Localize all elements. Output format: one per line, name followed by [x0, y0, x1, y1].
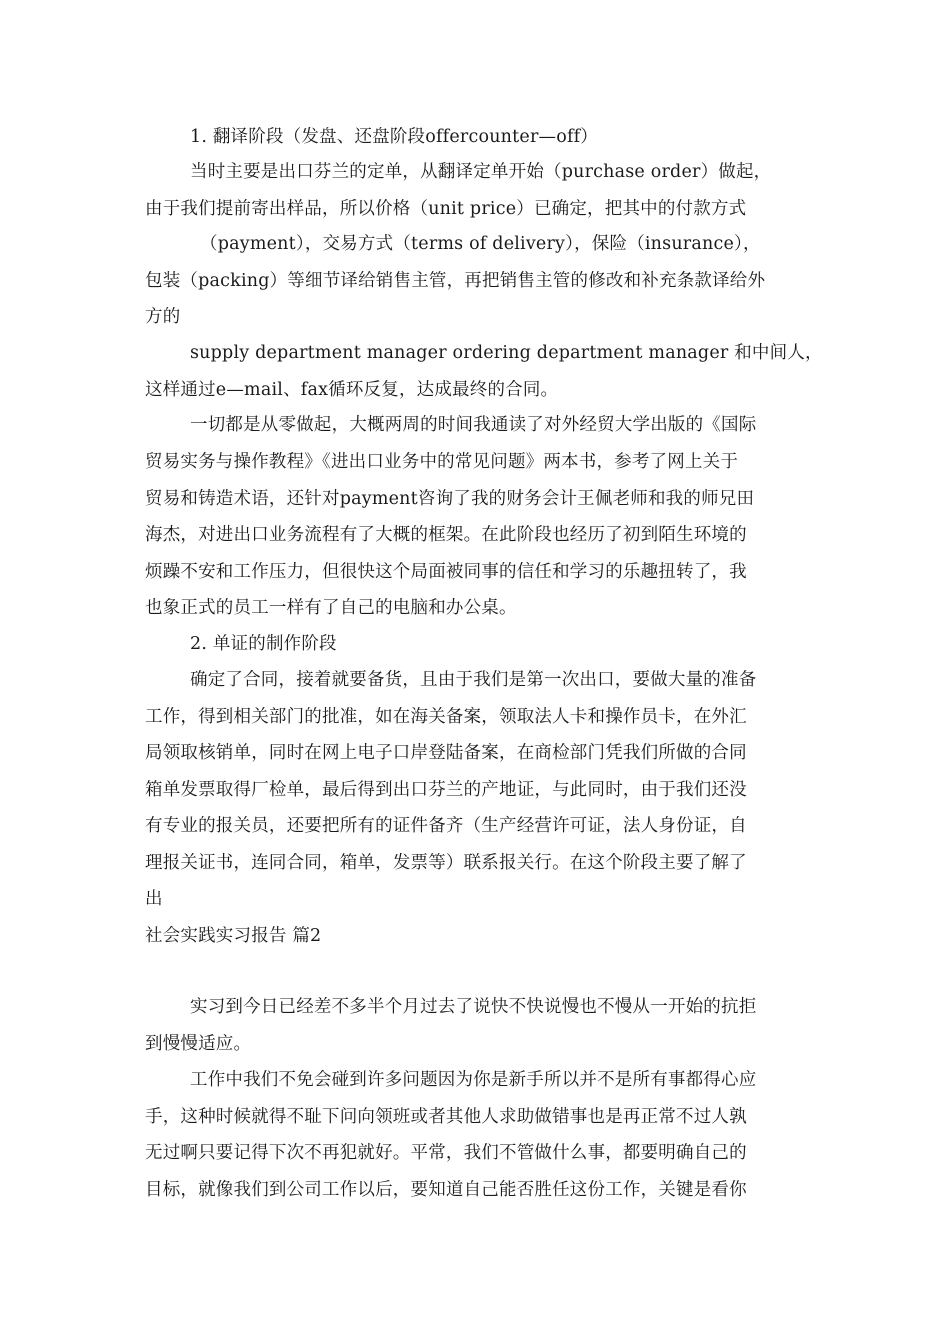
paragraph-line: 烦躁不安和工作压力，但很快这个局面被同事的信任和学习的乐趣扭转了，我	[145, 562, 747, 582]
paragraph-line: 由于我们提前寄出样品，所以价格（unit price）已确定，把其中的付款方式	[145, 199, 747, 219]
paragraph-line: （payment），交易方式（terms of delivery），保险（insurance），	[200, 234, 761, 254]
article-title: 社会实践实习报告 篇2	[145, 926, 322, 946]
paragraph-line: 目标，就像我们到公司工作以后，要知道自己能否胜任这份工作，关键是看你	[145, 1180, 747, 1200]
paragraph-line: 手，这种时候就得不耻下问向领班或者其他人求助做错事也是再正常不过人孰	[145, 1107, 747, 1127]
paragraph-line: 理报关证书，连同合同，箱单，发票等）联系报关行。在这个阶段主要了解了	[145, 853, 747, 873]
paragraph-line: 贸易实务与操作教程》《进出口业务中的常见问题》两本书，参考了网上关于	[145, 452, 739, 472]
paragraph-line: 工作中我们不免会碰到许多问题因为你是新手所以并不是所有事都得心应	[190, 1070, 757, 1090]
paragraph-line: 当时主要是出口芬兰的定单，从翻译定单开始（purchase order）做起，	[190, 162, 772, 182]
paragraph-line: 出	[145, 889, 163, 909]
paragraph-line: 局领取核销单，同时在网上电子口岸登陆备案，在商检部门凭我们所做的合同	[145, 743, 747, 763]
paragraph-line: 包装（packing）等细节译给销售主管，再把销售主管的修改和补充条款译给外	[145, 271, 766, 291]
section2-heading: 2. 单证的制作阶段	[190, 634, 337, 654]
paragraph-line: 贸易和铸造术语，还针对payment咨询了我的财务会计王佩老师和我的师兄田	[145, 489, 755, 509]
section1-heading: 1. 翻译阶段（发盘、还盘阶段offercounter—off）	[190, 127, 598, 147]
paragraph-line: 箱单发票取得厂检单，最后得到出口芬兰的产地证，与此同时，由于我们还没	[145, 780, 747, 800]
paragraph-line: 海杰，对进出口业务流程有了大概的框架。在此阶段也经历了初到陌生环境的	[145, 525, 747, 545]
paragraph-line: 实习到今日已经差不多半个月过去了说快不快说慢也不慢从一开始的抗拒	[190, 997, 757, 1017]
paragraph-line: 方的	[145, 307, 181, 327]
paragraph-line: 确定了合同，接着就要备货，且由于我们是第一次出口，要做大量的准备	[190, 670, 757, 690]
paragraph-line: supply department manager ordering department manager 和中间人，	[190, 343, 823, 363]
paragraph-line: 也象正式的员工一样有了自己的电脑和办公桌。	[145, 598, 517, 618]
paragraph-line: 一切都是从零做起，大概两周的时间我通读了对外经贸大学出版的《国际	[190, 415, 757, 435]
paragraph-line: 无过啊只要记得下次不再犯就好。平常，我们不管做什么事，都要明确自己的	[145, 1143, 747, 1163]
paragraph-line: 工作，得到相关部门的批准，如在海关备案，领取法人卡和操作员卡，在外汇	[145, 707, 747, 727]
paragraph-line: 这样通过e—mail、fax循环反复，达成最终的合同。	[145, 380, 559, 400]
paragraph-line: 有专业的报关员，还要把所有的证件备齐（生产经营许可证，法人身份证，自	[145, 816, 747, 836]
paragraph-line: 到慢慢适应。	[145, 1034, 252, 1054]
